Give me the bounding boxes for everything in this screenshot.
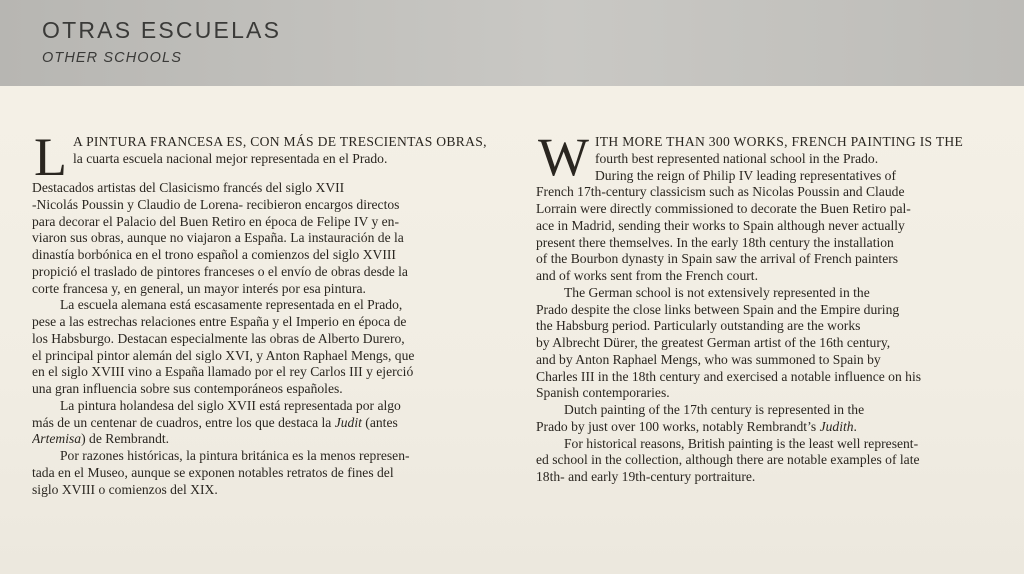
text-line: pese a las estrechas relaciones entre España y el Imperio en época de bbox=[32, 314, 407, 329]
text-line: viaron sus obras, aunque no viajaron a España. La instauración de la bbox=[32, 230, 404, 246]
text-line: tada en el Museo, aunque se exponen notables retratos de fines del bbox=[32, 464, 394, 480]
text-line: of the Bourbon dynasty in Spain saw the arrival of French painters bbox=[536, 251, 899, 267]
text-line: La escuela alemana está escasamente representada en el Prado, bbox=[60, 297, 403, 313]
text-line: Spanish contemporaries. bbox=[536, 385, 670, 401]
drop-cap-letter: L bbox=[34, 127, 67, 187]
text-segment: Prado by just over 100 works, notably Rembrandt’s bbox=[536, 418, 820, 434]
text-line: For historical reasons, British painting is the least well represent- bbox=[564, 435, 919, 451]
english-paragraph-1 bbox=[536, 127, 996, 285]
text-line: los Habsburgo. Destacan especialmente las obras de Alberto Durero, bbox=[32, 330, 405, 346]
text-line: propició el traslado de pintores franceses o el envío de obras desde la bbox=[32, 263, 408, 279]
page-title: OTRAS ESCUELAS bbox=[42, 17, 282, 43]
spanish-paragraph-1 bbox=[32, 127, 512, 297]
text-line bbox=[32, 415, 512, 432]
text-line: Prado despite the close links between Spain and the Empire during bbox=[536, 301, 900, 317]
text-line: corte francesa y, en general, un mayor interés por esa pintura. bbox=[32, 280, 366, 296]
text-line: Por razones históricas, la pintura británica es la menos represen- bbox=[60, 448, 410, 463]
text-line: para decorar el Palacio del Buen Retiro en época de Felipe IV y en- bbox=[32, 213, 400, 229]
text-line: The German school is not extensively represented in the bbox=[564, 284, 870, 300]
spanish-paragraph-4 bbox=[32, 448, 512, 498]
text-line: ed school in the collection, although there are notable examples of late bbox=[536, 452, 920, 468]
text-line bbox=[32, 431, 512, 448]
text-line: and of works sent from the French court. bbox=[536, 268, 758, 283]
text-line: Destacados artistas del Clasicismo francés del siglo XVII bbox=[32, 180, 345, 195]
text-line: 18th- and early 19th-century portraiture. bbox=[536, 469, 756, 484]
text-segment: ) de Rembrandt. bbox=[81, 431, 170, 447]
text-line: Lorrain were directly commissioned to decorate the Buen Retiro pal- bbox=[536, 201, 911, 216]
spanish-paragraph-2 bbox=[32, 297, 512, 398]
text-line: el principal pintor alemán del siglo XVI, y Anton Raphael Mengs, que bbox=[32, 347, 415, 363]
english-paragraph-3 bbox=[536, 402, 996, 436]
text-line: by Albrecht Dürer, the greatest German artist of the 16th century, bbox=[536, 335, 891, 350]
header-band bbox=[0, 0, 1024, 86]
text-line: fourth best represented national school in the Prado. bbox=[594, 150, 879, 166]
artwork-title: Judith bbox=[819, 418, 854, 434]
english-paragraph-2 bbox=[536, 285, 996, 402]
text-line: una gran influencia sobre sus contemporáneos españoles. bbox=[32, 381, 343, 396]
text-line: ace in Madrid, sending their works to Spain although never actually bbox=[536, 217, 905, 233]
text-segment: más de un centenar de cuadros, entre los que destaca la bbox=[32, 414, 335, 430]
text-line: present there themselves. In the early 18th century the installation bbox=[536, 234, 894, 250]
text-line: dinastía borbónica en el trono español a comienzos del siglo XVIII bbox=[32, 247, 396, 262]
text-line: and by Anton Raphael Mengs, who was summoned to Spain by bbox=[536, 351, 881, 367]
text-line: the Habsburg period. Particularly outstanding are the works bbox=[536, 318, 861, 334]
text-line: -Nicolás Poussin y Claudio de Lorena- recibieron encargos directos bbox=[32, 196, 400, 212]
drop-cap-letter: W bbox=[538, 127, 589, 187]
spanish-column bbox=[32, 127, 512, 498]
text-line: La pintura holandesa del siglo XVII está representada por algo bbox=[60, 397, 401, 413]
artwork-title: Judit bbox=[334, 414, 362, 430]
artwork-title: Artemisa bbox=[32, 431, 82, 447]
text-segment: (antes bbox=[361, 414, 398, 430]
text-line: la cuarta escuela nacional mejor representada en el Prado. bbox=[73, 150, 388, 166]
text-line: ITH MORE THAN 300 WORKS, FRENCH PAINTING IS THE bbox=[594, 134, 964, 149]
text-line: French 17th-century classicism such as Nicolas Poussin and Claude bbox=[536, 184, 905, 200]
text-line: Charles III in the 18th century and exercised a notable influence on his bbox=[536, 368, 922, 384]
text-line: en el siglo XVIII vino a España llamado por el rey Carlos III y ejerció bbox=[32, 364, 414, 380]
text-line: Dutch painting of the 17th century is represented in the bbox=[564, 402, 865, 417]
text-line: A PINTURA FRANCESA ES, CON MÁS DE TRESCIENTAS OBRAS, bbox=[73, 134, 487, 149]
spanish-paragraph-3 bbox=[32, 398, 512, 448]
text-line: siglo XVIII o comienzos del XIX. bbox=[32, 481, 218, 497]
page-subtitle: OTHER SCHOOLS bbox=[42, 50, 182, 66]
text-segment: . bbox=[853, 418, 857, 434]
english-paragraph-4 bbox=[536, 436, 996, 486]
text-line: During the reign of Philip IV leading representatives of bbox=[594, 167, 896, 183]
english-column bbox=[536, 127, 996, 486]
text-line bbox=[536, 419, 996, 436]
